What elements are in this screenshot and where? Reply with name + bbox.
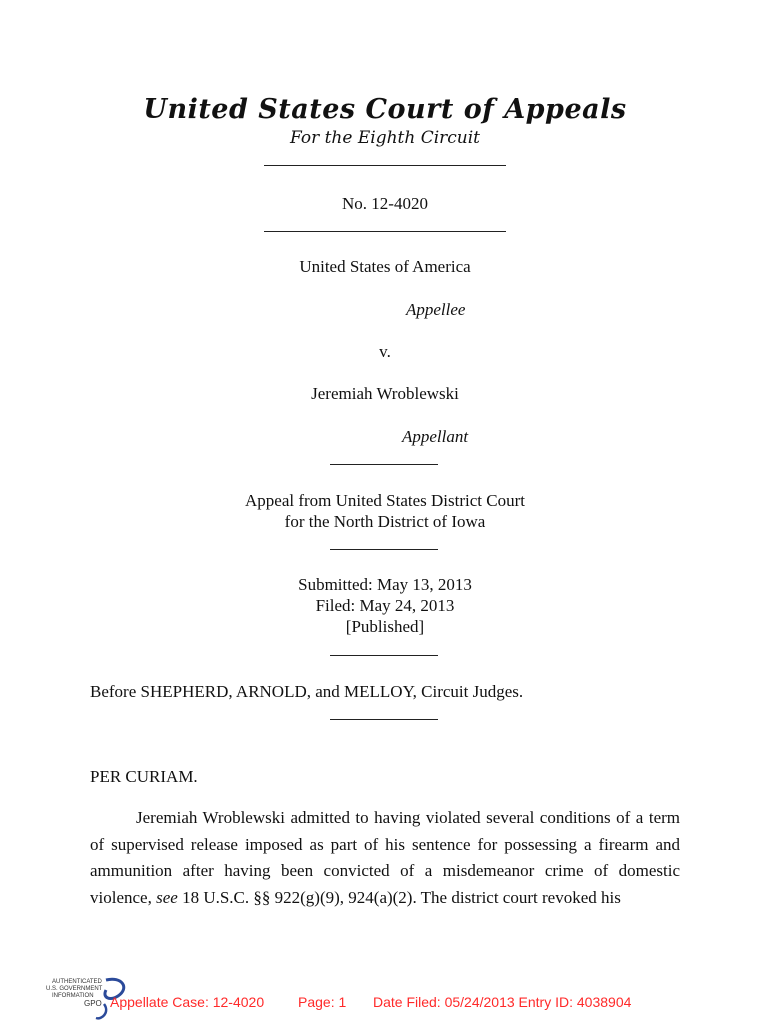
versus: v.: [379, 342, 391, 361]
divider: [330, 549, 438, 550]
opinion-text-see: see: [156, 887, 178, 907]
seal-line-3: INFORMATION: [52, 993, 94, 999]
appeal-line-2: for the North District of Iowa: [284, 512, 486, 531]
opinion-paragraph: [90, 805, 680, 911]
opinion-text-start: Jeremiah Wroblewski admitted to having violated several conditions of a term of supervised release imposed as part of his sentence for possessing a firearm and ammunition after having been convicted of a misdemeanor crime of domestic violence,: [90, 808, 680, 907]
opinion-heading: PER CURIAM.: [90, 767, 198, 786]
case-number: No. 12-4020: [342, 194, 428, 213]
published-status: [Published]: [345, 617, 425, 636]
opinion-text-end: 18 U.S.C. §§ 922(g)(9), 924(a)(2). The district court revoked his: [177, 887, 621, 907]
divider: [264, 231, 506, 232]
footer-page: Page: 1: [298, 994, 347, 1010]
filed-date: Filed: May 24, 2013: [315, 596, 455, 615]
divider: [330, 719, 438, 720]
appellee-role: Appellee: [406, 300, 466, 319]
appeal-line-1: Appeal from United States District Court: [245, 491, 525, 510]
circuit-subtitle: For the Eighth Circuit: [289, 128, 481, 148]
appellant-name: Jeremiah Wroblewski: [311, 384, 459, 403]
footer-date-entry: Date Filed: 05/24/2013 Entry ID: 4038904: [373, 994, 632, 1010]
footer-case: Appellate Case: 12-4020: [110, 994, 265, 1010]
divider: [330, 464, 438, 465]
seal-line-2: U.S. GOVERNMENT: [46, 986, 103, 992]
panel-judges: Before SHEPHERD, ARNOLD, and MELLOY, Circuit Judges.: [90, 682, 524, 701]
appellant-role: Appellant: [402, 427, 469, 446]
court-title: United States Court of Appeals: [143, 94, 627, 125]
divider: [330, 655, 438, 656]
seal-line-1: AUTHENTICATED: [52, 979, 102, 985]
appellee-name: United States of America: [299, 257, 471, 276]
divider: [264, 165, 506, 166]
submitted-date: Submitted: May 13, 2013: [298, 575, 472, 594]
seal-mark: GPO: [84, 999, 102, 1008]
